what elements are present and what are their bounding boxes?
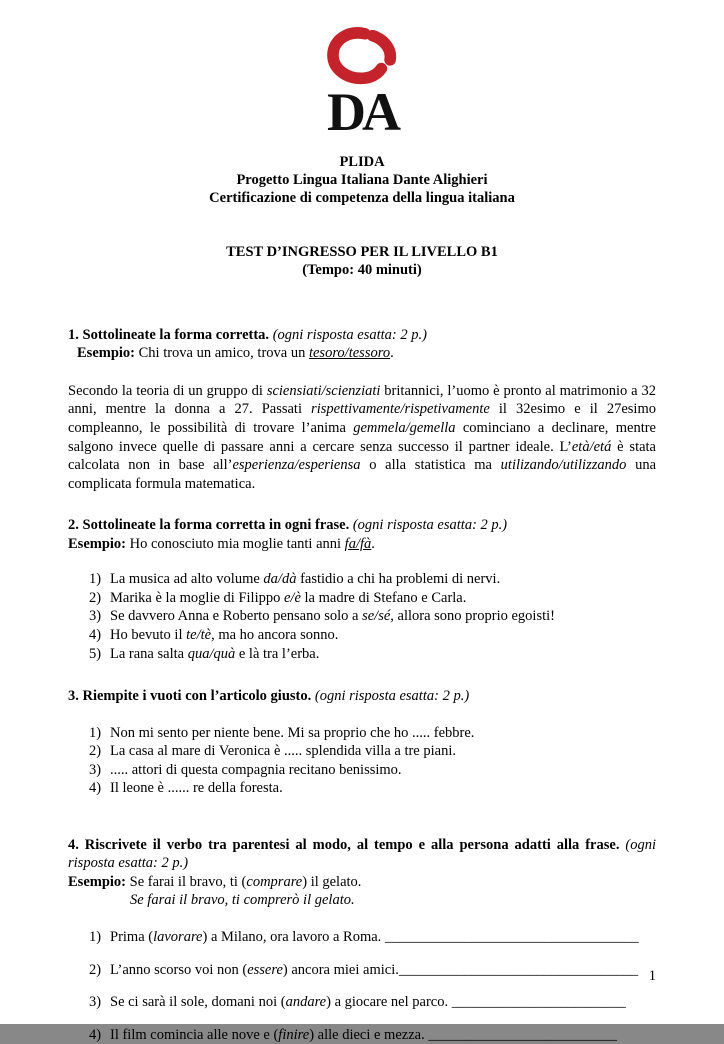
section-4-example-line-2: Se farai il bravo, ti comprerò il gelato.	[130, 892, 355, 909]
section-4-list	[68, 928, 656, 1044]
item-number: 1)	[89, 928, 102, 945]
item-text-with-answer-blank: Il film comincia alle nove e (finire) alle dieci e mezza. __________________________	[110, 1026, 617, 1043]
item-number: 2)	[89, 589, 102, 606]
list-item	[68, 645, 656, 664]
list-item	[68, 724, 656, 743]
item-number: 2)	[89, 961, 102, 978]
list-item	[68, 626, 656, 645]
item-text: Se davvero Anna e Roberto pensano solo a se/sé, allora sono proprio egoisti!	[110, 608, 555, 625]
item-number: 3)	[89, 608, 102, 625]
item-text-with-answer-blank: Se ci sarà il sole, domani noi (andare) a giocare nel parco. ________________________	[110, 994, 626, 1011]
item-number: 3)	[89, 994, 102, 1011]
section-4-heading: 4. Riscrivete il verbo tra parentesi al modo, al tempo e alla persona adatti alla frase. (ogni risposta esatta: 2 p.)	[68, 836, 656, 872]
list-item	[68, 993, 656, 1012]
org-name: PLIDA	[339, 154, 385, 171]
document-header	[68, 153, 656, 207]
item-number: 4)	[89, 1026, 102, 1043]
item-number: 1)	[89, 724, 102, 741]
list-item	[68, 607, 656, 626]
test-title	[68, 243, 656, 279]
section-1-paragraph: Secondo la teoria di un gruppo di sciensiati/scienziati britannici, l’uomo è pronto al matrimonio a 32 anni, mentre la donna a 27. Passati rispettivamente/rispetivamente il 32esimo e il 27esimo compleanno, le possibilità di trovare l’anima gemmela/gemella cominciano a declinare, mentre salgono invece quelle di passare anni a cercare senza successo il partner ideale. L’età/etá è stata calcolata non in base all’esperienza/esperiensa o alla statistica ma utilizando/utilizzando una complicata formula matematica.	[68, 382, 656, 492]
item-number: 5)	[89, 645, 102, 662]
list-item	[68, 961, 656, 980]
item-number: 4)	[89, 626, 102, 643]
section-2-list	[68, 570, 656, 663]
org-subtitle-1: Progetto Lingua Italiana Dante Alighieri	[236, 172, 488, 189]
item-text-with-answer-blank: Prima (lavorare) a Milano, ora lavoro a Roma. ___________________________________	[110, 928, 639, 945]
page-number: 1	[648, 968, 656, 985]
section-2-example: Esempio: Ho conosciuto mia moglie tanti anni fa/fà.	[68, 535, 375, 552]
item-number: 3)	[89, 761, 102, 778]
section-1-heading: 1. Sottolineate la forma corretta. (ogni risposta esatta: 2 p.)	[68, 326, 427, 343]
item-text: La musica ad alto volume da/dà fastidio a chi ha problemi di nervi.	[110, 571, 501, 588]
item-text: La casa al mare di Veronica è ..... splendida villa a tre piani.	[110, 743, 456, 760]
test-title-line-1: TEST D’INGRESSO PER IL LIVELLO B1	[226, 243, 498, 260]
org-subtitle-2: Certificazione di competenza della lingua italiana	[209, 190, 515, 207]
item-text: Il leone è ...... re della foresta.	[110, 780, 283, 797]
section-1-example: Esempio: Chi trova un amico, trova un tesoro/tessoro.	[77, 345, 394, 362]
logo	[68, 26, 656, 142]
item-number: 2)	[89, 743, 102, 760]
section-3-list	[68, 724, 656, 798]
logo-letters: DA	[327, 81, 397, 142]
item-text-with-answer-blank: L’anno scorso voi non (essere) ancora miei amici._________________________________	[110, 961, 639, 978]
item-number: 4)	[89, 780, 102, 797]
list-item	[68, 761, 656, 780]
list-item	[68, 742, 656, 761]
test-title-line-2: (Tempo: 40 minuti)	[302, 261, 422, 278]
section-3-heading: 3. Riempite i vuoti con l’articolo giusto. (ogni risposta esatta: 2 p.)	[68, 688, 470, 705]
item-text: La rana salta qua/quà e là tra l’erba.	[110, 645, 320, 662]
list-item	[68, 928, 656, 947]
item-text: Ho bevuto il te/tè, ma ho ancora sonno.	[110, 626, 339, 643]
list-item	[68, 570, 656, 589]
section-4-example-line-1: Esempio: Se farai il bravo, ti (comprare) il gelato.	[68, 873, 362, 890]
list-item	[68, 779, 656, 798]
item-number: 1)	[89, 571, 102, 588]
item-text: Non mi sento per niente bene. Mi sa proprio che ho ..... febbre.	[110, 724, 475, 741]
item-text: ..... attori di questa compagnia recitano benissimo.	[110, 761, 402, 778]
dante-alighieri-emblem-icon	[325, 26, 399, 86]
list-item	[68, 589, 656, 608]
list-item	[68, 1026, 656, 1044]
section-2-heading: 2. Sottolineate la forma corretta in ogni frase. (ogni risposta esatta: 2 p.)	[68, 517, 508, 534]
item-text: Marika è la moglie di Filippo e/è la madre di Stefano e Carla.	[110, 589, 467, 606]
